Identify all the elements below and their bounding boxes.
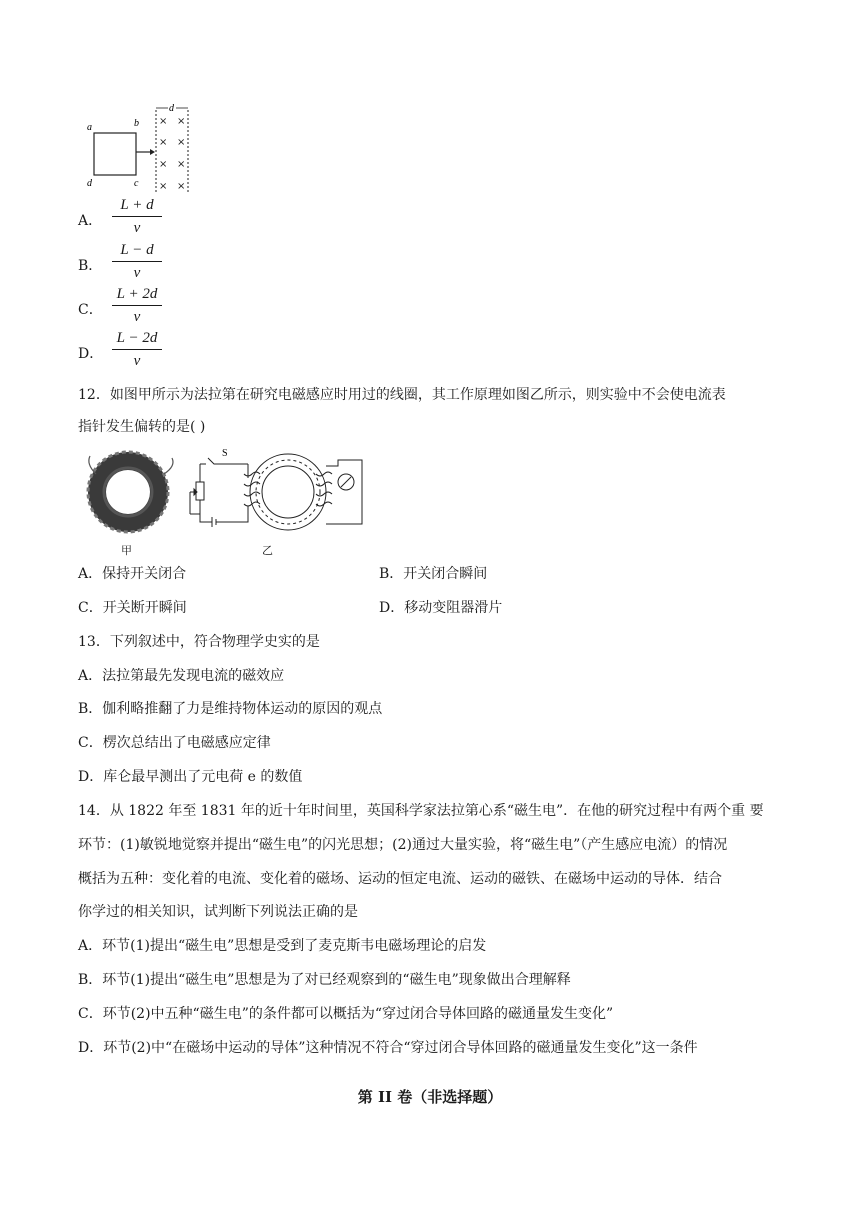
- q14-option-c: C．环节(2)中五种“磁生电”的条件都可以概括为“穿过闭合导体回路的磁通量发生变化”: [78, 1006, 614, 1022]
- label-c: c: [134, 178, 139, 189]
- circuit-diagram: [190, 454, 362, 530]
- q14-stem-line3: 概括为五种：变化着的电流、变化着的磁场、运动的恒定电流、运动的磁铁、在磁场中运动的导体．结合: [78, 871, 722, 887]
- option-b-fraction: [112, 241, 162, 282]
- svg-text:×: ×: [159, 137, 168, 148]
- q13-option-b: B．伽利略推翻了力是维持物体运动的原因的观点: [78, 701, 383, 717]
- option-label-d: D．: [78, 346, 104, 362]
- option-d-fraction: [112, 329, 162, 370]
- switch-label: S: [222, 448, 228, 459]
- numerator: L − d: [120, 242, 154, 258]
- label-a: a: [87, 122, 92, 133]
- svg-text:×: ×: [177, 159, 186, 170]
- svg-text:×: ×: [159, 159, 168, 170]
- caption-jia: 甲: [121, 544, 132, 557]
- option-label-b: B．: [78, 258, 103, 274]
- q13-option-d: D．库仑最早测出了元电荷 e 的数值: [78, 769, 303, 785]
- q12-stem-line1: 12．如图甲所示为法拉第在研究电磁感应时用过的线圈，其工作原理如图乙所示，则实验中不会使电流表: [78, 387, 726, 403]
- option-a-fraction: [112, 196, 162, 237]
- q13-option-c: C．楞次总结出了电磁感应定律: [78, 735, 271, 751]
- caption-yi: 乙: [262, 544, 273, 557]
- q12-option-a: A．保持开关闭合: [78, 566, 187, 582]
- numerator: L + 2d: [116, 286, 158, 302]
- option-label-c: C．: [78, 302, 103, 318]
- q14-option-a: A．环节(1)提出“磁生电”思想是受到了麦克斯韦电磁场理论的启发: [78, 938, 487, 954]
- q13-option-a: A．法拉第最先发现电流的磁效应: [78, 668, 285, 684]
- q14-option-b: B．环节(1)提出“磁生电”思想是为了对已经观察到的“磁生电”现象做出合理解释: [78, 972, 571, 988]
- ring-photo: [88, 452, 173, 532]
- q14-stem-line2: 环节：(1)敏锐地觉察并提出“磁生电”的闪光思想；(2)通过大量实验，将“磁生电”（产生感应电流）的情况: [78, 837, 728, 853]
- numerator: L − 2d: [116, 330, 158, 346]
- magnetic-field-crosses: [159, 116, 185, 192]
- denominator: v: [133, 220, 141, 236]
- q14-stem-line4: 你学过的相关知识，试判断下列说法正确的是: [78, 904, 358, 920]
- svg-text:×: ×: [177, 137, 186, 148]
- q12-option-c: C．开关断开瞬间: [78, 600, 187, 616]
- q14-option-d: D．环节(2)中“在磁场中运动的导体”这种情况不符合“穿过闭合导体回路的磁通量发生变化”这一条件: [78, 1040, 698, 1056]
- option-c-fraction: [112, 285, 162, 326]
- section-title: 第 II 卷（非选择题）: [357, 1088, 503, 1106]
- q13-stem: 13．下列叙述中，符合物理学史实的是: [78, 634, 320, 650]
- svg-text:×: ×: [177, 116, 186, 127]
- label-width-d: d: [169, 103, 174, 114]
- svg-text:×: ×: [159, 181, 168, 192]
- svg-text:×: ×: [159, 116, 168, 127]
- denominator: v: [133, 309, 141, 325]
- numerator: L + d: [120, 197, 154, 213]
- label-b: b: [134, 118, 139, 129]
- q12-stem-line2: 指针发生偏转的是( ): [78, 419, 206, 435]
- option-label-a: A．: [78, 213, 103, 229]
- square-loop: [94, 133, 136, 175]
- loop-field-figure: [84, 100, 196, 196]
- faraday-coil-figure: [76, 444, 366, 556]
- label-d: d: [87, 178, 92, 189]
- denominator: v: [133, 265, 141, 281]
- q12-option-b: B．开关闭合瞬间: [379, 566, 488, 582]
- q12-option-d: D．移动变阻器滑片: [379, 600, 503, 616]
- q14-stem-line1: 14．从 1822 年至 1831 年的近十年时间里，英国科学家法拉第心系“磁生电”．在他的研究过程中有两个重 要: [78, 803, 764, 819]
- svg-text:×: ×: [177, 181, 186, 192]
- denominator: v: [133, 353, 141, 369]
